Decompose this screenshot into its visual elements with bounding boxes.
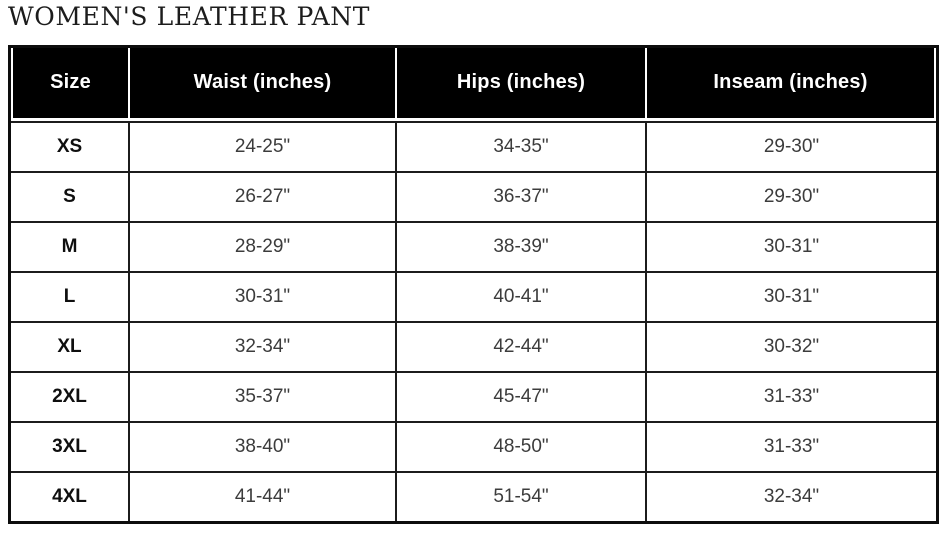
hips-cell: 51-54" — [395, 471, 645, 521]
inseam-cell: 30-32" — [645, 321, 936, 371]
size-cell: 3XL — [11, 421, 128, 471]
table-row — [11, 171, 936, 221]
table-row — [11, 371, 936, 421]
table-row — [11, 271, 936, 321]
hips-cell: 36-37" — [395, 171, 645, 221]
inseam-cell: 30-31" — [645, 271, 936, 321]
inseam-cell: 30-31" — [645, 221, 936, 271]
inseam-cell: 29-30" — [645, 171, 936, 221]
column-header-hips: Hips (inches) — [395, 48, 645, 121]
size-cell: M — [11, 221, 128, 271]
table-row — [11, 471, 936, 521]
hips-cell: 45-47" — [395, 371, 645, 421]
hips-cell: 40-41" — [395, 271, 645, 321]
inseam-cell: 29-30" — [645, 121, 936, 171]
hips-cell: 42-44" — [395, 321, 645, 371]
waist-cell: 35-37" — [128, 371, 395, 421]
table-row — [11, 321, 936, 371]
column-header-size: Size — [11, 48, 128, 121]
inseam-cell: 32-34" — [645, 471, 936, 521]
column-header-waist: Waist (inches) — [128, 48, 395, 121]
table-row — [11, 221, 936, 271]
waist-cell: 32-34" — [128, 321, 395, 371]
size-cell: 2XL — [11, 371, 128, 421]
hips-cell: 48-50" — [395, 421, 645, 471]
size-cell: S — [11, 171, 128, 221]
table-row — [11, 421, 936, 471]
size-cell: L — [11, 271, 128, 321]
waist-cell: 30-31" — [128, 271, 395, 321]
waist-cell: 41-44" — [128, 471, 395, 521]
waist-cell: 38-40" — [128, 421, 395, 471]
size-cell: XL — [11, 321, 128, 371]
size-cell: XS — [11, 121, 128, 171]
size-cell: 4XL — [11, 471, 128, 521]
waist-cell: 26-27" — [128, 171, 395, 221]
header-row — [11, 48, 936, 121]
waist-cell: 28-29" — [128, 221, 395, 271]
table-row — [11, 121, 936, 171]
waist-cell: 24-25" — [128, 121, 395, 171]
inseam-cell: 31-33" — [645, 371, 936, 421]
size-chart-table — [8, 45, 939, 524]
hips-cell: 34-35" — [395, 121, 645, 171]
column-header-inseam: Inseam (inches) — [645, 48, 936, 121]
hips-cell: 38-39" — [395, 221, 645, 271]
inseam-cell: 31-33" — [645, 421, 936, 471]
page-title: WOMEN'S LEATHER PANT — [8, 2, 371, 31]
